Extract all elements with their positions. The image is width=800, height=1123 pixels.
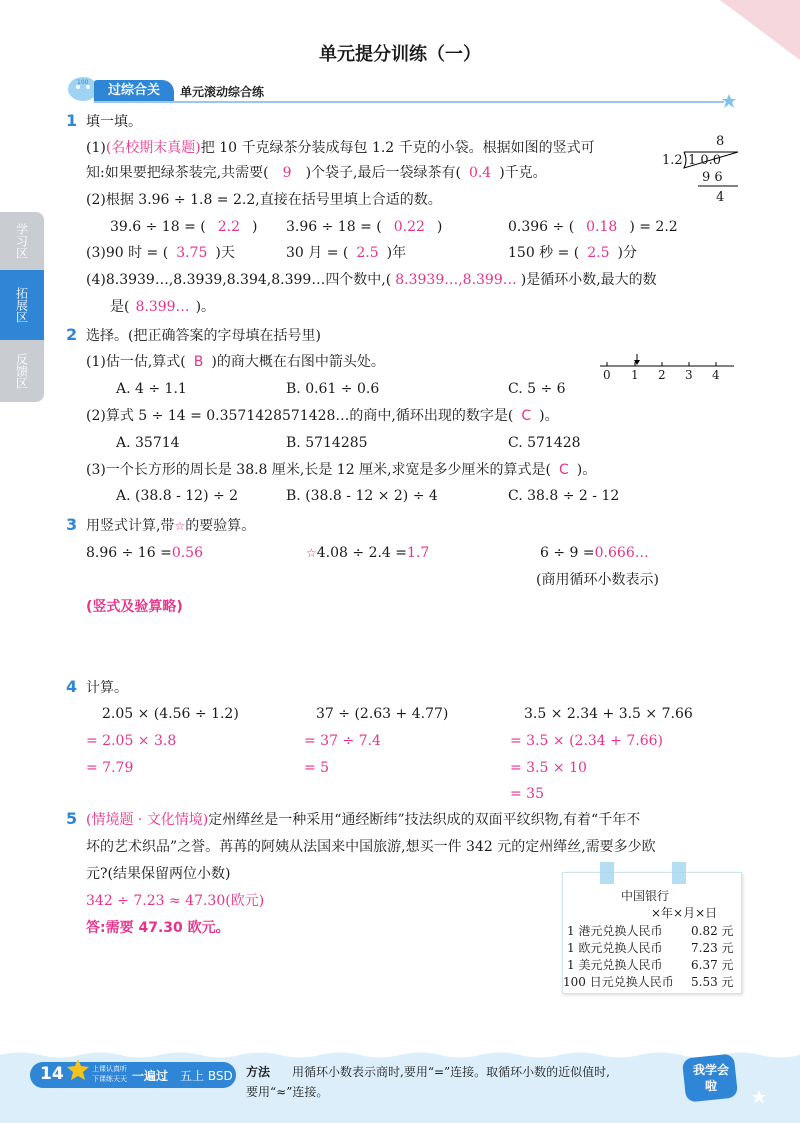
q1-heading: 填一填。 [86,114,142,130]
q3-expr1: 8.96 ÷ 16 =0.56 [86,545,203,561]
q5-calc: 342 ÷ 7.23 ≈ 47.30(欧元) [86,893,265,909]
rate-value: 0.82 元 [691,924,734,938]
q4-calc2-line1: 37 ÷ (2.63 + 4.77) [316,706,449,722]
section-divider [94,101,724,103]
number-line-label-4: 4 [712,368,720,382]
q4-calc3-line2: = 3.5 × (2.34 + 7.66) [510,733,663,749]
q1-part2-item1: 39.6 ÷ 18 = ( 2.2 ) [110,219,258,235]
rate-value: 6.37 元 [691,958,734,972]
section-subtitle: 单元滚动综合练 [180,85,265,99]
q4-heading: 计算。 [86,680,128,696]
rate-row: 1 欧元兑换人民币 [567,941,663,955]
q2-part3-option-c: C. 38.8 ÷ 2 - 12 [508,488,620,504]
q1-part4-line1: (4)8.3939…,8.3939,8.394,8.399…四个数中,( 8.3939…,8.399… )是循环小数,最大的数 [86,272,657,288]
brand-name: 一遍过 [132,1069,169,1083]
q2-part1-option-a: A. 4 ÷ 1.1 [116,381,187,397]
rate-row: 1 港元兑换人民币 [567,924,663,938]
q2-part1: (1)估一估,算式( B )的商大概在右图中箭头处。 [86,354,385,370]
q1-part2-item2: 3.96 ÷ 18 = ( 0.22 ) [286,219,443,235]
number-line-label-0: 0 [603,368,611,382]
star-mark-icon: ☆ [306,546,317,560]
section-tab: 过综合关 [94,80,174,102]
q1-part2-heading: (2)根据 3.96 ÷ 1.8 = 2.2,直接在括号里填上合适的数。 [86,192,442,208]
q1-part3-c: 150 秒 = ( 2.5 )分 [508,245,637,261]
q5-line1: (情境题 · 文化情境)定州缂丝是一种采用“通经断纬”技法织成的双面平纹织物,有着“千年不 [86,812,641,828]
side-tab-study[interactable]: 学习区 [0,212,44,270]
footer-wave [0,1050,800,1060]
q4-calc1-line2: = 2.05 × 3.8 [86,733,177,749]
q5-number: 5 [66,809,78,828]
q1-part3: (3)90 时 = ( 3.75 )天 [86,245,235,261]
side-tab-feedback[interactable]: 反馈区 [0,340,44,402]
q1-part1-line1: (1)(名校期末真题)把 10 千克绿茶分装成每包 1.2 千克的小袋。根据如图的竖式可 [86,140,595,156]
q3-expr3: 6 ÷ 9 =0.666… [540,545,649,561]
q2-part1-option-b: B. 0.61 ÷ 0.6 [286,381,380,397]
card-date: ×年×月×日 [651,906,718,920]
stamp-text: 教师用书 [703,17,761,70]
long-division: 8 1.2 1 0.0 9 6 4 [660,134,740,208]
q2-part3-option-a: A. (38.8 - 12) ÷ 2 [116,488,239,504]
q4-calc3-line1: 3.5 × 2.34 + 3.5 × 7.66 [524,706,693,722]
q1-number: 1 [66,111,78,130]
q2-part1-option-c: C. 5 ÷ 6 [508,381,566,397]
q1-part4-line2: 是( 8.399… )。 [110,299,216,315]
q1-part2-item3: 0.396 ÷ ( 0.18 ) = 2.2 [508,219,678,235]
page-title: 单元提分训练（一） [319,44,481,65]
q4-number: 4 [66,677,78,696]
q5-answer: 答:需要 47.30 欧元。 [86,920,230,936]
star-icon [752,1090,766,1104]
side-tab-extend[interactable]: 拓展区 [0,270,44,340]
q2-part3-option-b: B. (38.8 - 12 × 2) ÷ 4 [286,488,438,504]
rate-value: 5.53 元 [691,975,734,989]
q1-part1-line2: 知:如果要把绿茶装完,共需要( 9 )个袋子,最后一袋绿茶有( 0.4 )千克。 [86,165,547,181]
q3-note: (商用循环小数表示) [536,572,659,588]
page-number: 14 [40,1064,64,1084]
number-line-label-1: 1 [631,368,639,382]
number-line-label-3: 3 [685,368,693,382]
exchange-rate-card [562,872,742,994]
q5-line3: 元?(结果保留两位小数) [86,866,231,882]
star-mascot-icon [66,1058,90,1082]
q2-number: 2 [66,325,78,344]
tape-decoration [672,862,686,884]
q2-part2-option-a: A. 35714 [116,435,180,451]
q2-part2-option-c: C. 571428 [508,435,581,451]
rate-value: 7.23 元 [691,941,734,955]
rate-row: 1 美元兑换人民币 [567,958,663,972]
star-mark-icon: ☆ [174,519,186,533]
q4-calc2-line3: = 5 [304,760,330,776]
q4-calc1-line3: = 7.79 [86,760,134,776]
method-line2: 要用“≈”连接。 [246,1085,329,1099]
q3-expr2: ☆4.08 ÷ 2.4 =1.7 [306,545,430,561]
svg-text:100: 100 [77,79,89,86]
q4-calc1-line1: 2.05 × (4.56 ÷ 1.2) [102,706,239,722]
rate-row: 100 日元兑换人民币 [563,975,674,989]
q4-calc2-line2: = 37 ÷ 7.4 [304,733,381,749]
page-footer [0,1050,800,1123]
slogan-line1: 上课认真听 [92,1065,127,1073]
q3-omitted: (竖式及验算略) [86,599,183,615]
q3-heading: 用竖式计算,带☆的要验算。 [86,518,256,534]
q2-part2: (2)算式 5 ÷ 14 = 0.3571428571428…的商中,循环出现的数字是( C )。 [86,408,559,424]
method-label: 方法 [246,1065,271,1079]
q2-part2-option-b: B. 5714285 [286,435,368,451]
q3-number: 3 [66,515,78,534]
q5-line2: 坏的艺术织品”之誉。苒苒的阿姨从法国来中国旅游,想买一件 342 元的定州缂丝,需要多少欧 [86,839,656,855]
star-icon [722,94,736,108]
card-title: 中国银行 [621,889,670,903]
q2-part3: (3)一个长方形的周长是 38.8 厘米,长是 12 厘米,求宽是多少厘米的算式是( C )。 [86,462,597,478]
slogan-line2: 下课练天天 [92,1075,127,1083]
q2-heading: 选择。(把正确答案的字母填在括号里) [86,328,321,344]
q1-part3-b: 30 月 = ( 2.5 )年 [286,245,407,261]
tape-decoration [600,862,614,884]
q4-calc3-line3: = 3.5 × 10 [510,760,587,776]
grade-label: 五上 BSD [180,1069,233,1083]
method-line1: 用循环小数表示商时,要用“=”连接。取循环小数的近似值时, [292,1065,610,1079]
q4-calc3-line4: = 35 [510,786,544,802]
learned-badge-text: 我学会啦 [692,1063,729,1093]
number-line-label-2: 2 [658,368,666,382]
